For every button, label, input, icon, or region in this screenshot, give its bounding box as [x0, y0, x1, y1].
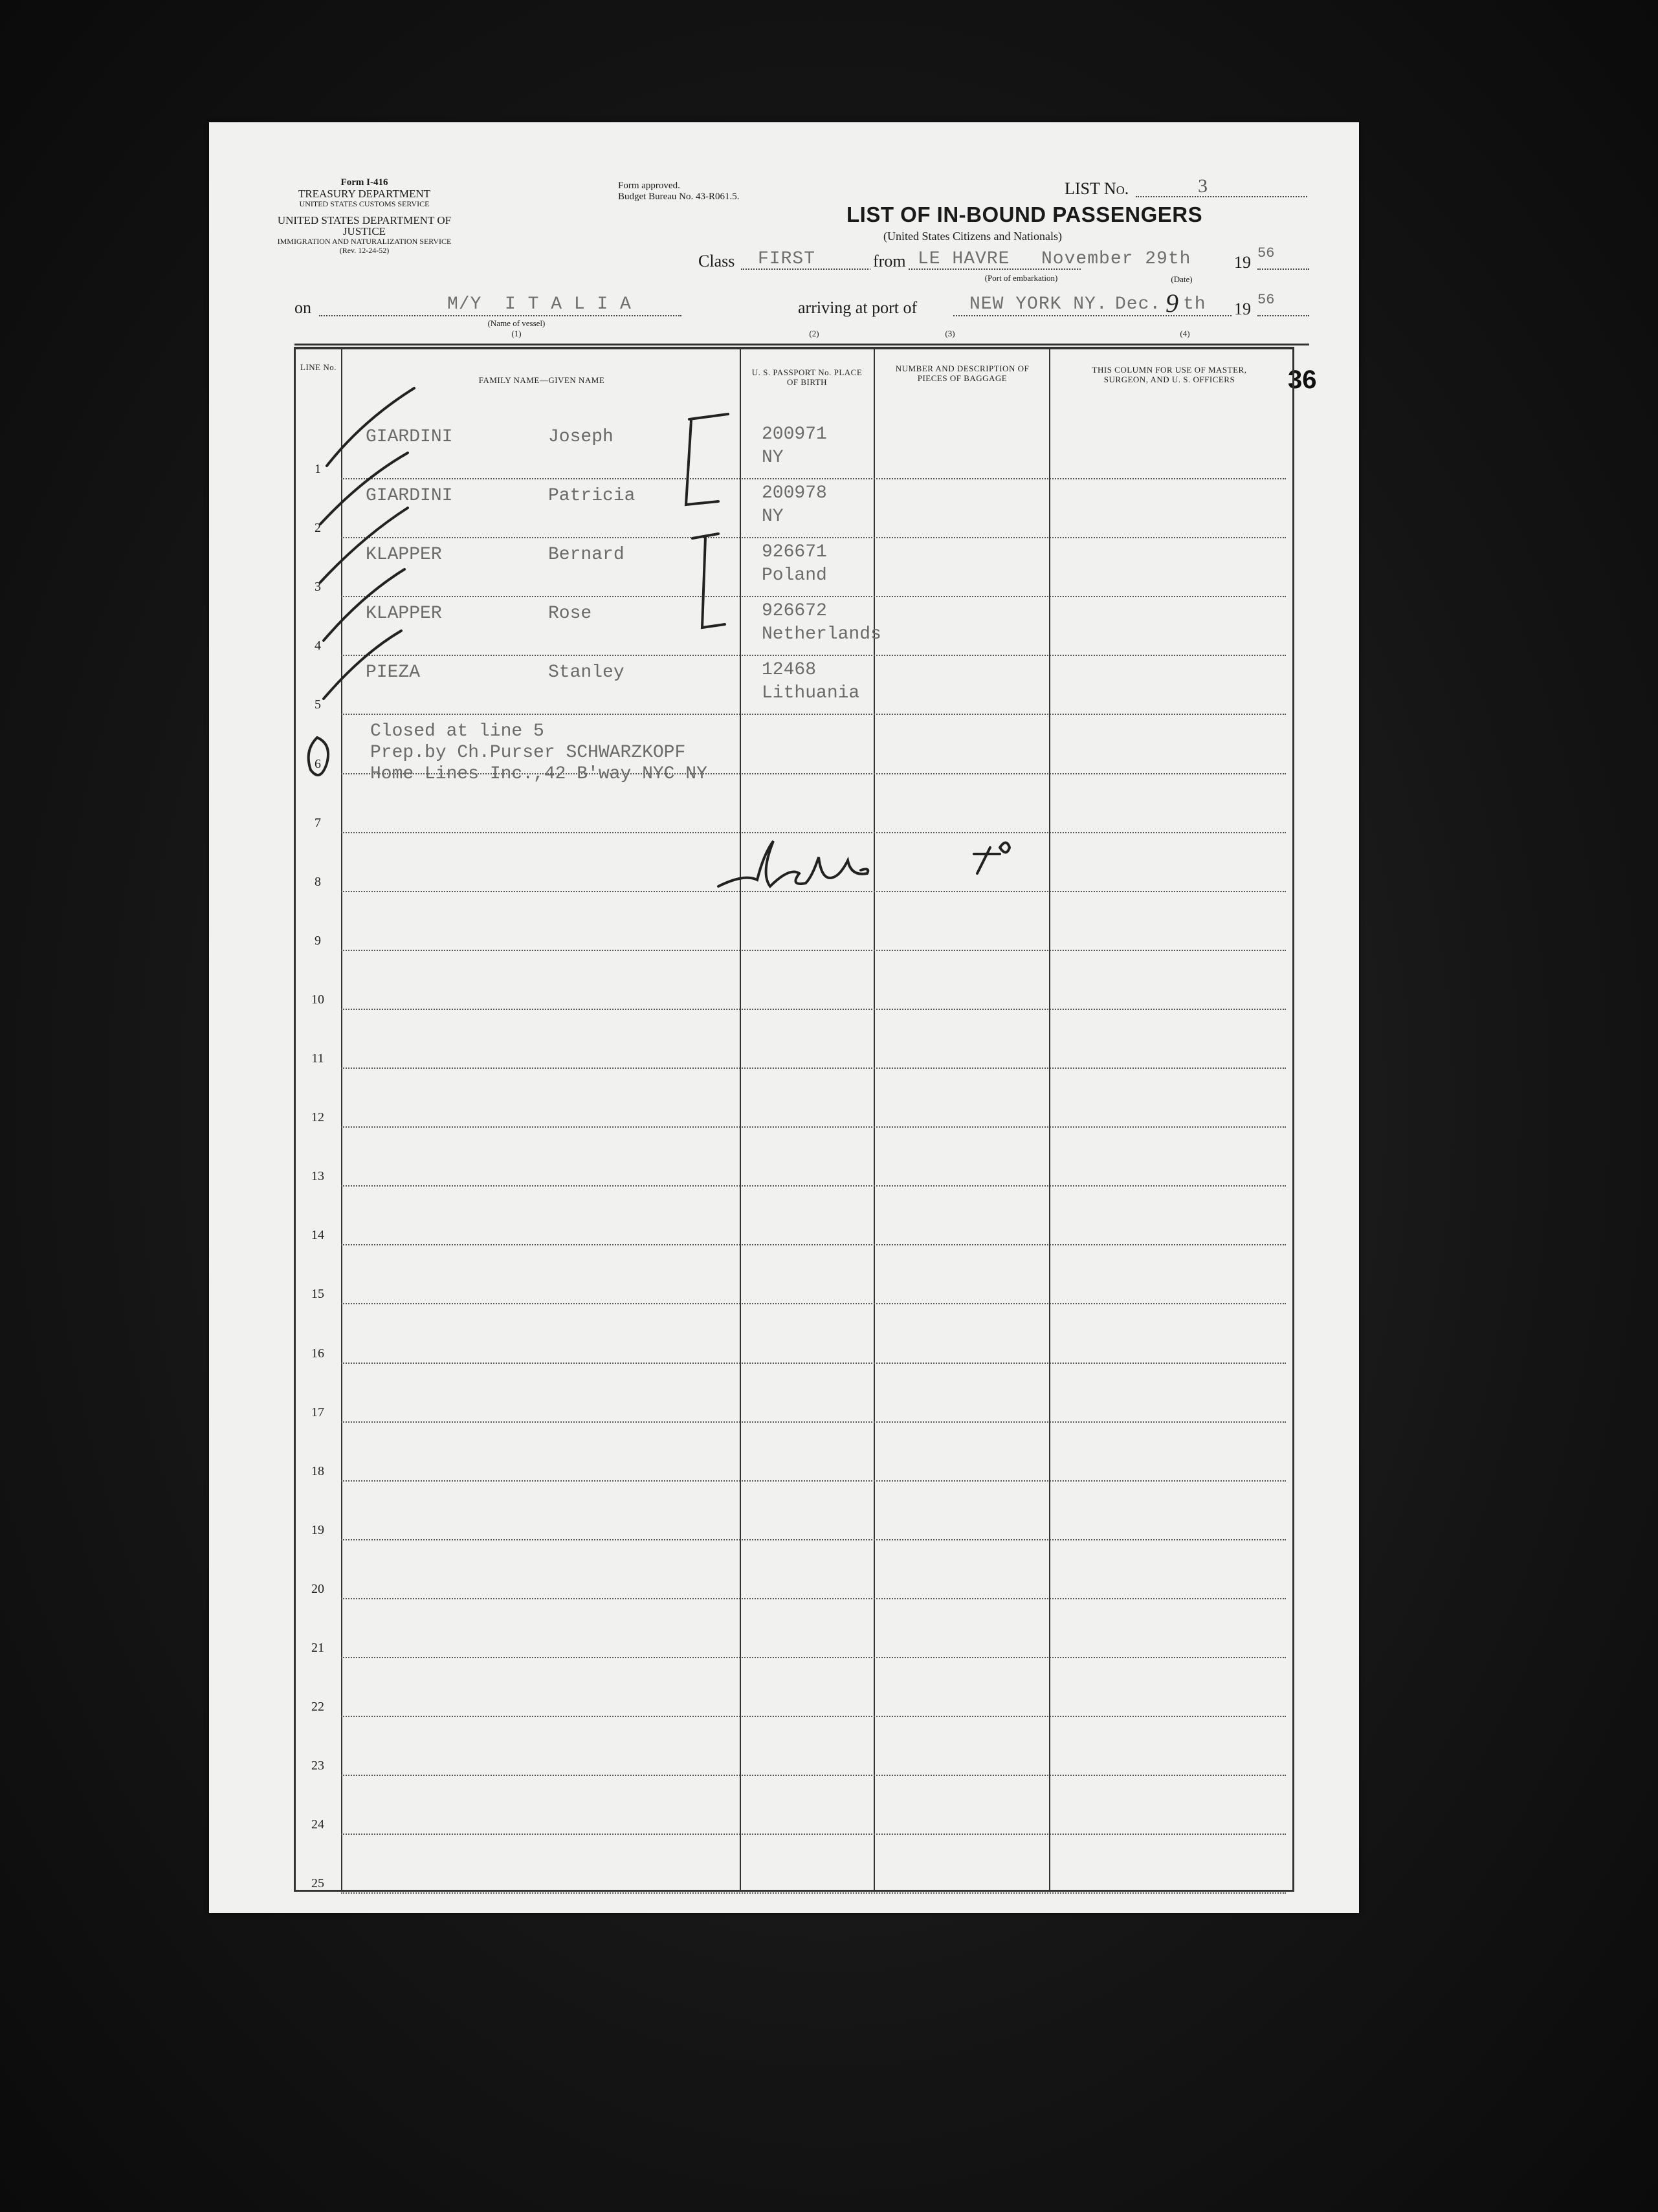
passenger-family-name: KLAPPER — [366, 604, 442, 624]
line-number: 5 — [315, 697, 321, 712]
header-rule — [294, 344, 1309, 345]
line-number: 9 — [315, 933, 321, 948]
passenger-passport-number: 200971 — [762, 424, 827, 444]
from-port: LE HAVRE — [918, 249, 1010, 269]
list-no-label: LIST No. — [1065, 179, 1129, 198]
table-row — [296, 892, 1292, 951]
line-number: 22 — [311, 1700, 324, 1714]
table-row — [296, 1540, 1292, 1599]
line-number: 20 — [311, 1581, 324, 1596]
caption-3: (3) — [945, 329, 955, 338]
passenger-birthplace: Netherlands — [762, 624, 881, 645]
year-dots — [1257, 268, 1309, 270]
table-row — [296, 1245, 1292, 1304]
line-number: 10 — [311, 992, 324, 1007]
line-number: 24 — [311, 1817, 324, 1832]
closing-line-3: Home Lines Inc.,42 B'way NYC NY — [370, 764, 707, 784]
line-number: 17 — [311, 1405, 324, 1419]
approved-label: Form approved. — [618, 181, 680, 191]
caption-4: (4) — [1180, 329, 1190, 338]
passenger-family-name: PIEZA — [366, 663, 421, 683]
passenger-table — [294, 347, 1294, 1892]
list-no-value: 3 — [1198, 175, 1208, 197]
line-number: 19 — [311, 1522, 324, 1537]
form-number: Form I-416 — [340, 177, 388, 188]
line-number: 11 — [311, 1051, 324, 1066]
line-number: 2 — [315, 521, 321, 536]
passenger-birthplace: Lithuania — [762, 683, 860, 704]
passenger-family-name: GIARDINI — [366, 427, 453, 447]
col-header-baggage: NUMBER AND DESCRIPTION OF PIECES OF BAGGAGE — [895, 364, 1030, 383]
table-row — [296, 1423, 1292, 1482]
customs-label: UNITED STATES CUSTOMS SERVICE — [299, 199, 430, 208]
page-subtitle: (United States Citizens and Nationals) — [883, 230, 1062, 243]
list-no-dots — [1136, 196, 1307, 197]
arrival-dots — [953, 315, 1232, 316]
col-header-name: FAMILY NAME—GIVEN NAME — [478, 375, 605, 385]
line-number: 1 — [315, 462, 321, 476]
line-number: 25 — [311, 1876, 324, 1891]
line-number: 4 — [315, 639, 321, 653]
justice-label: UNITED STATES DEPARTMENT OF JUSTICE — [277, 214, 452, 237]
passenger-given-name: Patricia — [548, 486, 636, 507]
table-row — [296, 833, 1292, 892]
caption-2: (2) — [809, 329, 819, 338]
approval-block — [618, 181, 786, 203]
class-label: Class — [698, 252, 735, 270]
from-label: from — [870, 252, 909, 271]
revision-label: (Rev. 12-24-52) — [339, 246, 390, 255]
passenger-given-name: Joseph — [548, 427, 613, 447]
table-row — [296, 597, 1292, 656]
table-row — [296, 1069, 1292, 1128]
table-row — [296, 1305, 1292, 1364]
line-number: 3 — [315, 580, 321, 595]
on-label: on — [294, 298, 311, 317]
table-row — [296, 538, 1292, 597]
table-row — [296, 1187, 1292, 1245]
passenger-birthplace: NY — [762, 448, 784, 468]
line-number: 14 — [311, 1228, 324, 1243]
col-header-line: LINE No. — [300, 362, 337, 372]
line-number: 12 — [311, 1110, 324, 1125]
passenger-passport-number: 12468 — [762, 660, 817, 681]
arrival-day: 9 — [1166, 289, 1178, 318]
line-number: 15 — [311, 1287, 324, 1302]
agency-block — [271, 177, 458, 255]
arrival-port: NEW YORK NY. — [969, 294, 1108, 314]
table-row — [296, 1482, 1292, 1540]
table-row — [296, 421, 1292, 479]
table-row — [296, 656, 1292, 715]
table-row — [296, 1776, 1292, 1835]
passenger-given-name: Stanley — [548, 663, 625, 683]
closing-line-2: Prep.by Ch.Purser SCHWARZKOPF — [370, 743, 686, 763]
port-caption: (Port of embarkation) — [984, 273, 1058, 283]
year-value: 56 — [1257, 245, 1275, 261]
table-row — [296, 1717, 1292, 1776]
arrival-month: Dec. — [1115, 294, 1162, 314]
passenger-given-name: Bernard — [548, 545, 625, 565]
class-value: FIRST — [758, 249, 816, 269]
treasury-label: TREASURY DEPARTMENT — [298, 188, 431, 200]
from-date: November 29th — [1041, 249, 1191, 269]
table-row — [296, 951, 1292, 1010]
table-row — [296, 1835, 1292, 1894]
ins-label: IMMIGRATION AND NATURALIZATION SERVICE — [277, 237, 452, 246]
passenger-passport-number: 200978 — [762, 483, 827, 504]
table-row — [296, 1599, 1292, 1658]
vessel-caption: (Name of vessel) — [487, 318, 546, 328]
page-number-stamp: 36 — [1288, 366, 1317, 394]
closing-line-1: Closed at line 5 — [370, 721, 544, 741]
arriving-label: arriving at port of — [798, 298, 918, 317]
passenger-birthplace: NY — [762, 507, 784, 527]
line-number: 21 — [311, 1641, 324, 1655]
passenger-given-name: Rose — [548, 604, 592, 624]
table-row — [296, 479, 1292, 538]
passenger-passport-number: 926672 — [762, 601, 827, 622]
line-number: 18 — [311, 1463, 324, 1478]
col-header-passport: U. S. PASSPORT No. PLACE OF BIRTH — [751, 367, 863, 387]
passenger-birthplace: Poland — [762, 565, 827, 586]
passenger-family-name: GIARDINI — [366, 486, 453, 507]
line-number: 7 — [315, 815, 321, 830]
line-number: 23 — [311, 1758, 324, 1773]
passenger-passport-number: 926671 — [762, 542, 827, 563]
budget-label: Budget Bureau No. 43-R061.5. — [618, 192, 740, 202]
passenger-family-name: KLAPPER — [366, 545, 442, 565]
line-number: 8 — [315, 874, 321, 889]
table-row — [296, 1010, 1292, 1069]
row-rule — [341, 1892, 1286, 1894]
page-title: LIST OF IN-BOUND PASSENGERS — [846, 203, 1203, 226]
arrival-year-prefix: 19 — [1234, 300, 1251, 318]
table-row — [296, 1128, 1292, 1187]
year-prefix: 19 — [1234, 253, 1251, 272]
arrival-year-dots — [1257, 315, 1309, 316]
table-row — [296, 1658, 1292, 1717]
col-header-officers: THIS COLUMN FOR USE OF MASTER, SURGEON, AND U. S. OFFICERS — [1092, 365, 1247, 384]
arrival-day-suffix: th — [1183, 294, 1206, 314]
line-number: 16 — [311, 1346, 324, 1361]
closing-note — [370, 721, 707, 785]
date-caption: (Date) — [1171, 274, 1193, 284]
table-row — [296, 1364, 1292, 1423]
arrival-year-value: 56 — [1257, 292, 1275, 308]
vessel-dots — [319, 315, 681, 316]
vessel-caption-number: (1) — [511, 329, 522, 338]
line-number: 6 — [315, 756, 321, 771]
line-number: 13 — [311, 1169, 324, 1184]
vessel-name: M/Y I T A L I A — [447, 294, 632, 314]
